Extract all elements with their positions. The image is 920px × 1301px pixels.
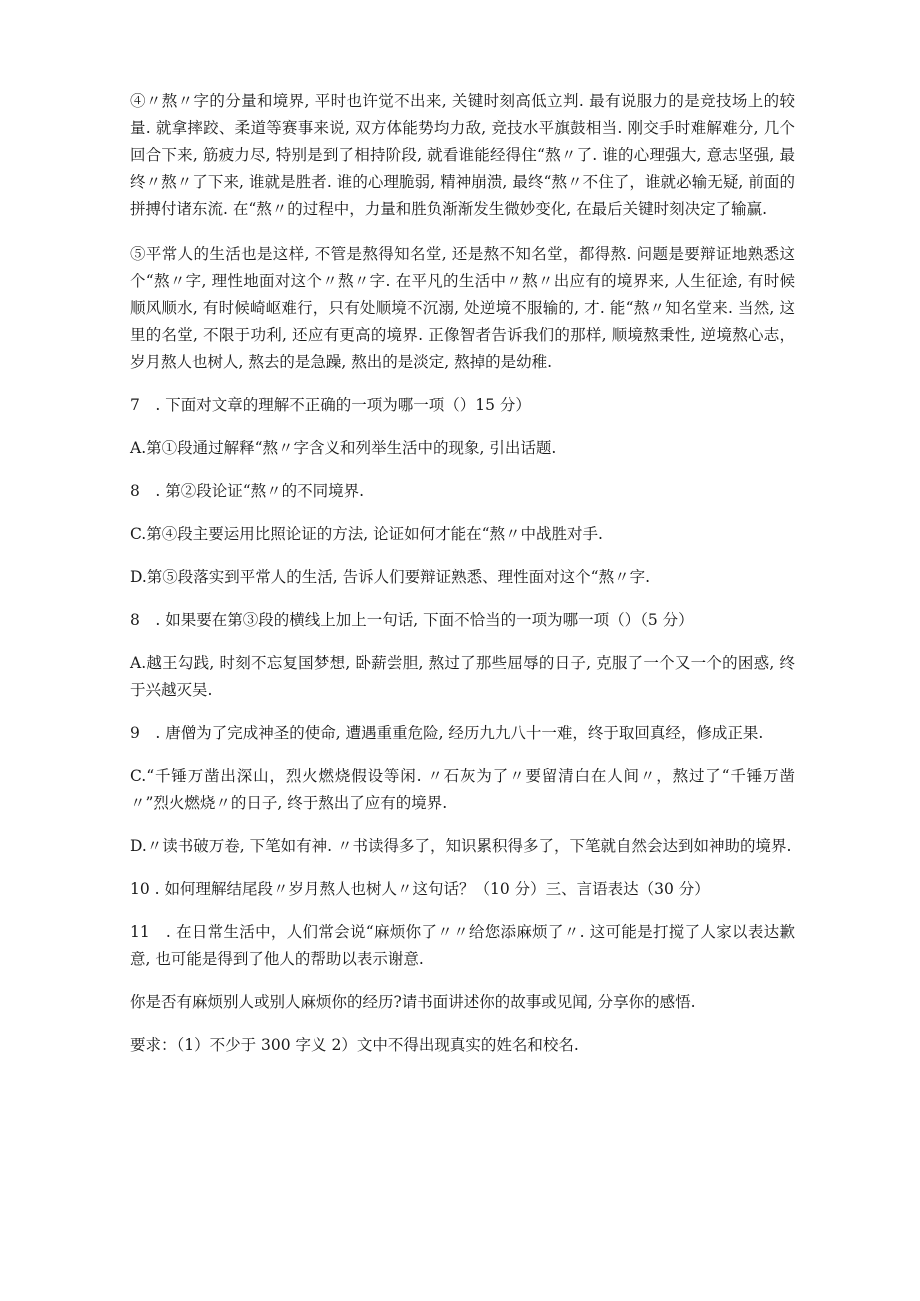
question-11: 11 . 在日常生活中，人们常会说“麻烦你了〃〃给您添麻烦了〃. 这可能是打搅了人家以表达歉意, 也可能是得到了他人的帮助以表示谢意.: [130, 923, 795, 968]
question-8-option-b: 9 . 唐僧为了完成神圣的使命, 遭遇重重危险, 经历九九八十一难，终于取回真经，修成正果.: [130, 724, 764, 742]
question-7-option-d: D.第⑤段落实到平常人的生活, 告诉人们要辩证熟悉、理性面对这个“熬〃字.: [130, 568, 651, 586]
question-10: 10 . 如何理解结尾段〃岁月熬人也树人〃这句话？（10 分）三、言语表达（30 分）: [130, 880, 710, 898]
question-8-option-c: C.“千锤万凿出深山，烈火燃烧假设等闲. 〃石灰为了〃要留清白在人间〃，熬过了“千锤万凿〃”烈火燃烧〃的日子, 终于熬出了应有的境界.: [130, 767, 795, 812]
writing-prompt: 你是否有麻烦别人或别人麻烦你的经历?请书面讲述你的故事或见闻, 分享你的感悟.: [130, 993, 696, 1011]
question-8-option-d: D.〃读书破万卷, 下笔如有神. 〃书读得多了，知识累积得多了，下笔就自然会达到如神助的境界.: [130, 837, 792, 855]
question-7-option-a: A.第①段通过解释“熬〃字含义和列举生活中的现象, 引出话题.: [130, 439, 557, 457]
question-7-option-c: C.第④段主要运用比照论证的方法, 论证如何才能在“熬〃中战胜对手.: [130, 525, 603, 543]
question-8-option-a: A.越王勾践, 时刻不忘复国梦想, 卧薪尝胆, 熬过了那些屈辱的日子, 克服了一个又一个的困惑, 终于兴越灭吴.: [130, 654, 795, 699]
question-7-option-b: 8 . 第②段论证“熬〃的不同境界.: [130, 482, 365, 500]
paragraph-5: ⑤平常人的生活也是这样, 不管是熬得知名堂, 还是熬不知名堂，都得熬. 问题是要辩证地熟悉这个“熬〃字, 理性地面对这个〃熬〃字. 在平凡的生活中〃熬〃出应有的境界来, 人生征途, 有时候顺风顺水, 有时候崎岖难行，只有处顺境不沉溺, 处逆境不服输的, 才. 能“熬〃知名堂来. 当然, 这里的名堂, 不限于功利, 还应有更高的境界. 正像智者告诉我们的那样, 顺境熬秉性, 逆境熬心志，岁月熬人也树人, 熬去的是急躁, 熬出的是淡定, 熬掉的是幼稚.: [130, 245, 795, 371]
document-body: [130, 88, 795, 1059]
question-8: 8 . 如果要在第③段的横线上加上一句话, 下面不恰当的一项为哪一项（）（5 分）: [130, 611, 694, 629]
question-7: 7 . 下面对文章的理解不正确的一项为哪一项（）15 分）: [130, 396, 531, 414]
writing-requirements: 要求：（1）不少于 300 字义 2）文中不得出现真实的姓名和校名.: [130, 1036, 579, 1054]
paragraph-4: ④〃熬〃字的分量和境界, 平时也许觉不出来, 关键时刻高低立判. 最有说服力的是竞技场上的较量. 就拿摔跤、柔道等赛事来说, 双方体能势均力敌, 竞技水平旗鼓相当. 刚交手时难解难分, 几个回合下来, 筋疲力尽, 特别是到了相持阶段, 就看谁能经得住“熬〃了. 谁的心理强大, 意志坚强, 最终〃熬〃了下来, 谁就是胜者. 谁的心理脆弱, 精神崩溃, 最终“熬〃不住了，谁就必输无疑, 前面的拼搏付诸东流. 在“熬〃的过程中，力量和胜负渐渐发生微妙变化, 在最后关键时刻决定了输赢.: [130, 92, 795, 218]
